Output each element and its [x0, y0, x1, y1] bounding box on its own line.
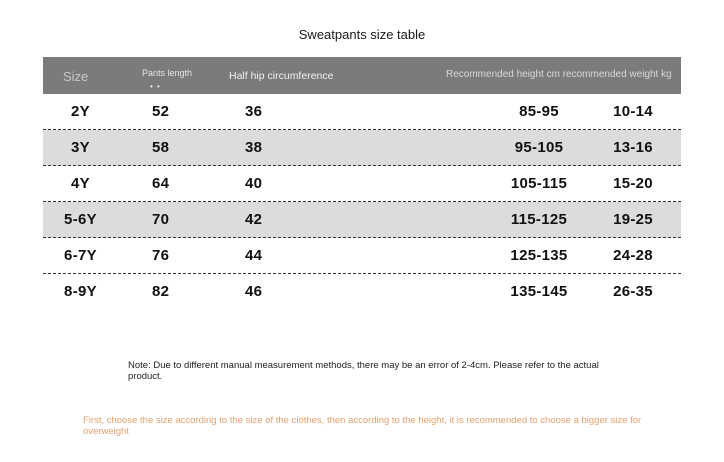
cell-pants-length: 52	[152, 103, 170, 120]
cell-pants-length: 76	[152, 247, 170, 264]
cell-pants-length: 70	[152, 211, 170, 228]
table-row	[43, 202, 681, 238]
header-recommended: Recommended height cm recommended weight kg	[446, 69, 672, 80]
cell-half-hip: 36	[245, 103, 263, 120]
size-table	[43, 57, 681, 309]
cell-size: 3Y	[71, 139, 90, 156]
header-dots: • •	[150, 82, 161, 91]
cell-half-hip: 40	[245, 175, 263, 192]
cell-half-hip: 46	[245, 283, 263, 300]
sizing-advice: First, choose the size according to the size of the clothes, then according to the height, it is recommended to choose a bigger size for overweight	[83, 415, 642, 437]
cell-weight: 15-20	[613, 175, 653, 192]
cell-pants-length: 58	[152, 139, 170, 156]
cell-height: 105-115	[510, 175, 568, 192]
table-row	[43, 274, 681, 309]
cell-size: 6-7Y	[64, 247, 97, 264]
cell-half-hip: 42	[245, 211, 263, 228]
header-pants-length	[142, 68, 193, 91]
cell-half-hip: 44	[245, 247, 263, 264]
cell-weight: 24-28	[613, 247, 653, 264]
cell-weight: 19-25	[613, 211, 653, 228]
measurement-note: Note: Due to different manual measurement methods, there may be an error of 2-4cm. Please refer to the actual product.	[128, 360, 599, 382]
cell-height: 115-125	[510, 211, 568, 228]
cell-size: 8-9Y	[64, 283, 97, 300]
table-row	[43, 166, 681, 202]
cell-height: 125-135	[510, 247, 568, 264]
header-half-hip: Half hip circumference	[229, 70, 334, 82]
table-row	[43, 94, 681, 130]
cell-height: 85-95	[519, 103, 559, 120]
cell-height: 135-145	[510, 283, 568, 300]
cell-height: 95-105	[514, 139, 564, 156]
cell-half-hip: 38	[245, 139, 263, 156]
header-pants-length-label: Pants length	[142, 68, 193, 78]
table-row	[43, 238, 681, 274]
header-size: Size	[63, 69, 89, 84]
cell-pants-length: 82	[152, 283, 170, 300]
table-header	[43, 57, 681, 94]
cell-pants-length: 64	[152, 175, 170, 192]
cell-weight: 13-16	[613, 139, 653, 156]
cell-size: 2Y	[71, 103, 90, 120]
cell-size: 4Y	[71, 175, 90, 192]
cell-size: 5-6Y	[64, 211, 97, 228]
page-title: Sweatpants size table	[298, 27, 426, 42]
cell-weight: 26-35	[613, 283, 653, 300]
table-row	[43, 130, 681, 166]
cell-weight: 10-14	[613, 103, 653, 120]
